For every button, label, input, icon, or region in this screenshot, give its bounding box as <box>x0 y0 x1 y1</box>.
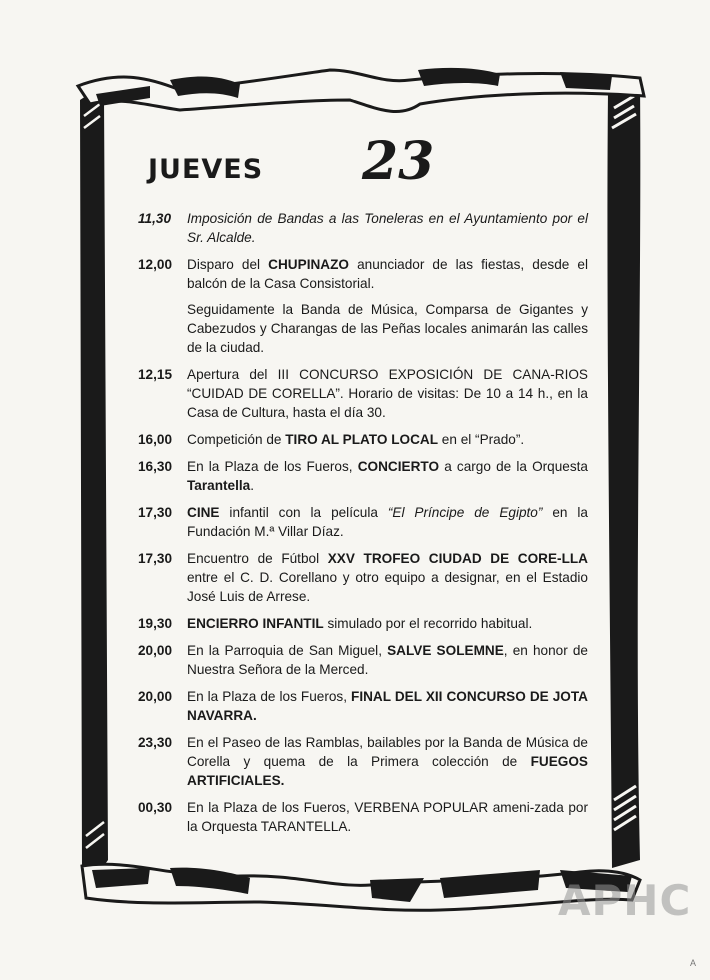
entry-description: ENCIERRO INFANTIL simulado por el recorrido habitual. <box>187 616 533 631</box>
entry-description: En la Plaza de los Fueros, VERBENA POPULAR ameni-zada por la Orquesta TARANTELLA. <box>187 800 588 834</box>
entry-description: En la Plaza de los Fueros, CONCIERTO a cargo de la Orquesta Tarantella. <box>187 459 588 493</box>
schedule-entry <box>138 503 588 541</box>
schedule-entry <box>138 549 588 606</box>
schedule-entry <box>138 430 588 449</box>
schedule-list <box>138 209 588 844</box>
entry-note: Seguidamente la Banda de Música, Comparsa de Gigantes y Cabezudos y Charangas de las Peñas locales animarán las calles de la ciudad. <box>187 302 588 355</box>
entry-description: Competición de TIRO AL PLATO LOCAL en el “Prado”. <box>187 432 525 447</box>
entry-time: 23,30 <box>138 735 173 750</box>
entry-description: Encuentro de Fútbol XXV TROFEO CIUDAD DE CORE-LLA entre el C. D. Corellano y otro equipo a designar, en el Estadio José Luis de Arrese. <box>187 551 588 604</box>
entry-time: 12,15 <box>138 367 173 382</box>
entry-description: Apertura del III CONCURSO EXPOSICIÓN DE CANA-RIOS “CUIDAD DE CORELLA”. Horario de visitas: De 10 a 14 h., en la Casa de Cultura, hasta el día 30. <box>187 367 588 420</box>
entry-time: 20,00 <box>138 643 173 658</box>
entry-description: Disparo del CHUPINAZO anunciador de las fiestas, desde el balcón de la Casa Consistorial. <box>187 257 588 291</box>
entry-time: 20,00 <box>138 689 173 704</box>
entry-time: 19,30 <box>138 616 173 631</box>
schedule-entry <box>138 687 588 725</box>
schedule-entry <box>138 614 588 633</box>
day-name: JUEVES <box>148 154 264 185</box>
entry-description: En la Plaza de los Fueros, FINAL DEL XII CONCURSO DE JOTA NAVARRA. <box>187 689 588 723</box>
corner-mark: A <box>690 958 697 968</box>
entry-description: CINE infantil con la película “El Príncipe de Egipto” en la Fundación M.ª Villar Díaz. <box>187 505 588 539</box>
schedule-entry <box>138 457 588 495</box>
entry-description: En la Parroquia de San Miguel, SALVE SOLEMNE, en honor de Nuestra Señora de la Merced. <box>187 643 588 677</box>
entry-description: Imposición de Bandas a las Toneleras en el Ayuntamiento por el Sr. Alcalde. <box>187 211 588 245</box>
entry-time: 11,30 <box>138 211 172 226</box>
entry-time: 17,30 <box>138 505 173 520</box>
watermark-logo: APHC <box>558 876 692 925</box>
schedule-entry <box>138 365 588 422</box>
entry-time: 12,00 <box>138 257 173 272</box>
schedule-entry <box>138 255 588 293</box>
schedule-entry <box>138 733 588 790</box>
entry-description: En el Paseo de las Ramblas, bailables por la Banda de Música de Corella y quema de la Primera colección de FUEGOS ARTIFICIALES. <box>187 735 588 788</box>
day-heading <box>148 131 608 196</box>
schedule-entry <box>138 641 588 679</box>
day-number: 23 <box>362 131 435 192</box>
entry-time: 16,30 <box>138 459 173 474</box>
schedule-entry <box>138 209 588 247</box>
entry-time: 17,30 <box>138 551 173 566</box>
entry-time: 16,00 <box>138 432 173 447</box>
entry-time: 00,30 <box>138 800 173 815</box>
schedule-entry <box>138 798 588 836</box>
